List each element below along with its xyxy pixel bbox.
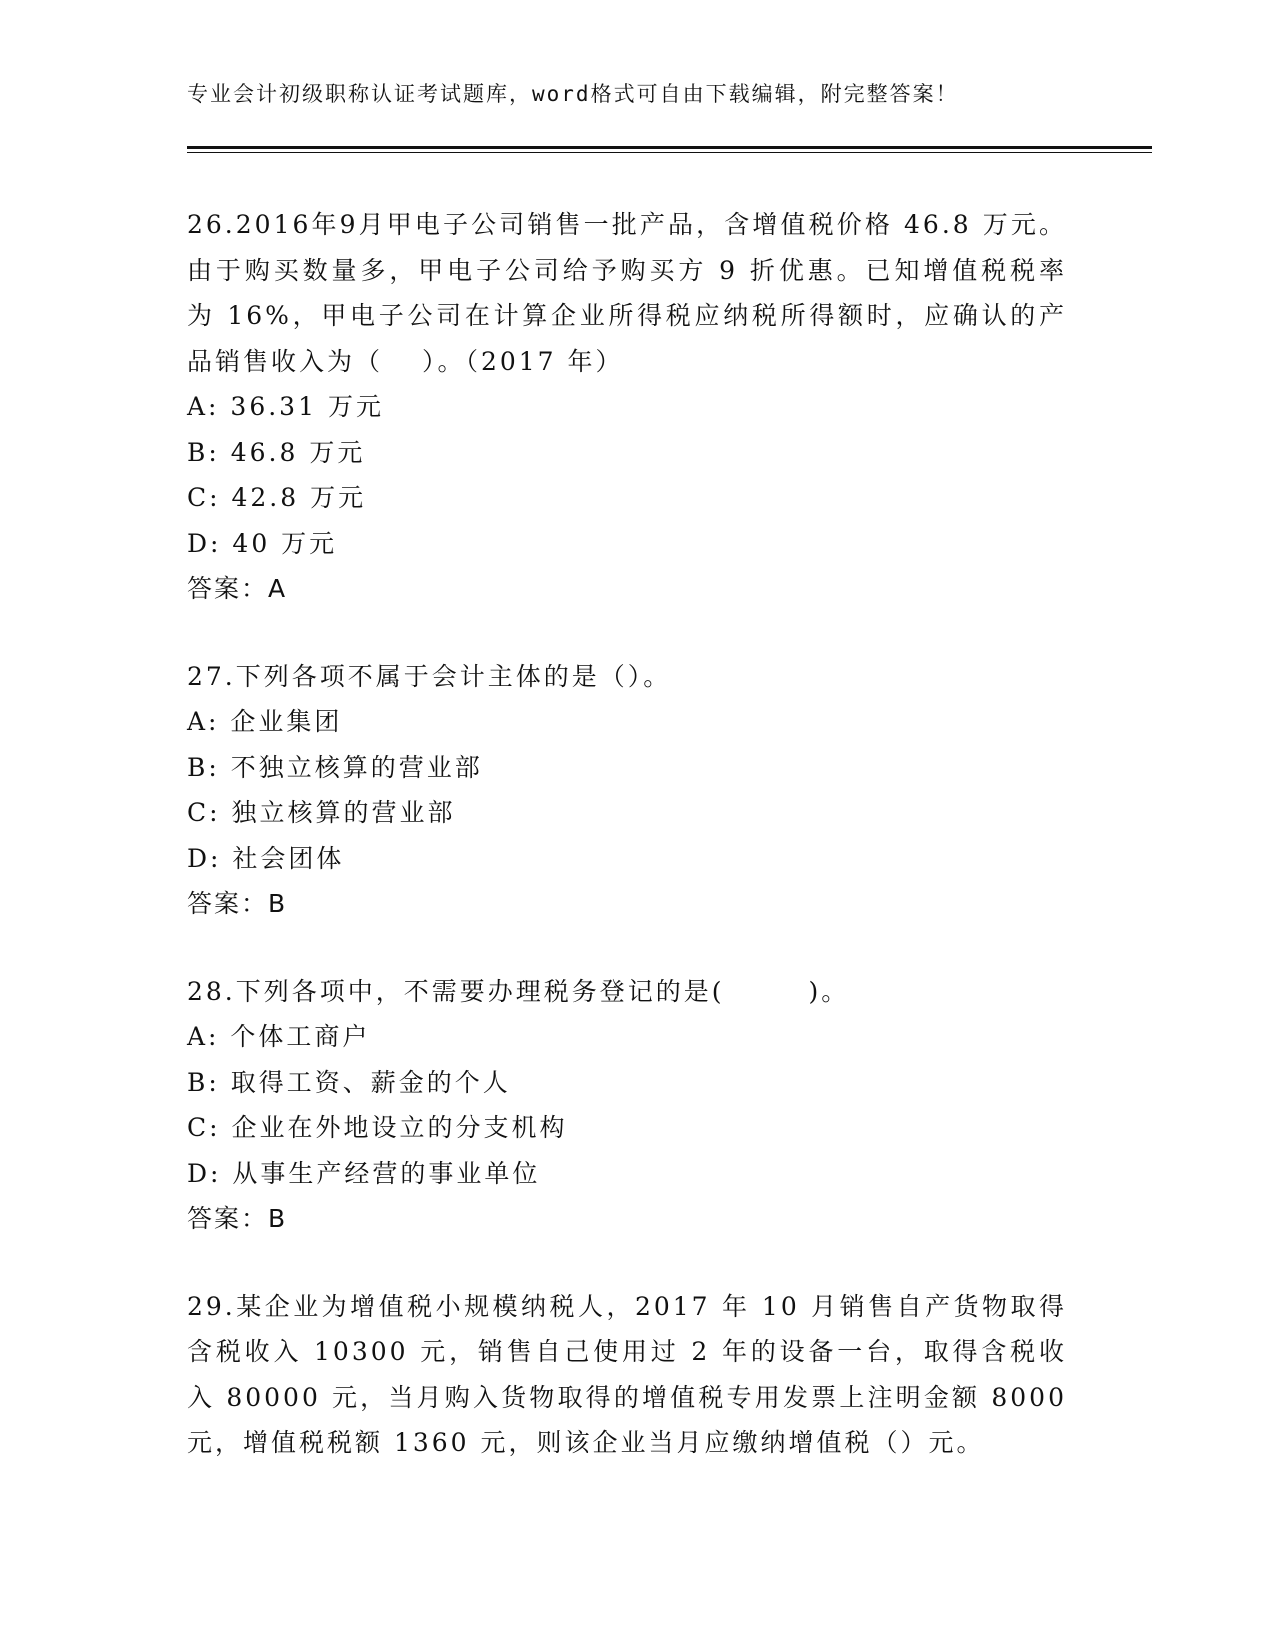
question-28 [187,969,1067,1242]
option-b: B: 不独立核算的营业部 [187,752,483,782]
option-a: A: 36.31 万元 [187,392,384,421]
question-list [187,202,1067,1508]
option-b: B: 取得工资、薪金的个人 [187,1067,511,1097]
answer-line: 答案：B [187,1204,288,1233]
question-27 [187,654,1067,927]
answer-line: 答案：A [187,574,288,603]
question-stem: 26.2016年9月甲电子公司销售一批产品，含增值税价格 46.8 万元。由于购买数量多，甲电子公司给予购买方 9 折优惠。已知增值税税率为 16%，甲电子公司在计算企业所得税应纳税所得额时，应确认的产品销售收入为（ ）。（2017 年） [187,210,1067,376]
option-b: B: 46.8 万元 [187,437,366,467]
option-c: C: 企业在外地设立的分支机构 [187,1113,568,1142]
header-divider-thin [187,152,1152,153]
option-a: A: 个体工商户 [187,1022,371,1051]
question-stem: 29.某企业为增值税小规模纳税人，2017 年 10 月销售自产货物取得含税收入 10300 元，销售自己使用过 2 年的设备一台，取得含税收入 80000 元，当月购入货物取得的增值税专用发票上注明金额 8000 元，增值税税额 1360 元，则该企业当月应缴纳增值税（）元。 [187,1291,1067,1457]
option-d: D: 40 万元 [187,528,338,558]
question-stem: 28.下列各项中，不需要办理税务登记的是( )。 [187,976,850,1006]
option-d: D: 社会团体 [187,843,345,873]
option-c: C: 独立核算的营业部 [187,798,456,827]
option-d: D: 从事生产经营的事业单位 [187,1158,541,1188]
option-a: A: 企业集团 [187,707,343,736]
question-stem: 27.下列各项不属于会计主体的是（）。 [187,661,672,691]
header-divider-thick [187,146,1152,149]
page-header: 专业会计初级职称认证考试题库，word格式可自由下载编辑，附完整答案！ [187,82,959,106]
question-29 [187,1284,1067,1466]
option-c: C: 42.8 万元 [187,483,367,512]
answer-line: 答案：B [187,889,288,918]
question-26 [187,202,1067,612]
